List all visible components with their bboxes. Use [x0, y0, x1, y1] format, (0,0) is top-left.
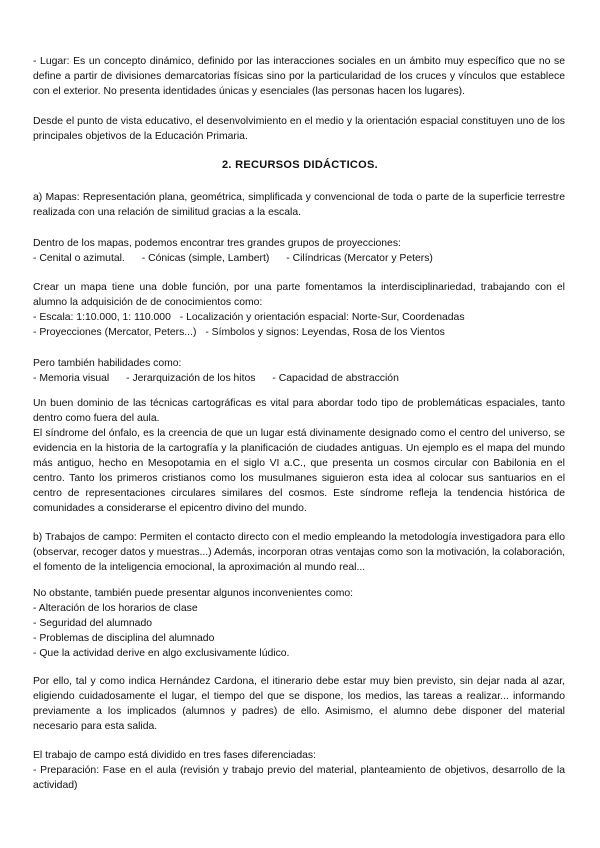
- preparacion-item: - Preparación: Fase en el aula (revisión y trabajo previo del material, planteamiento de objetivos, desarrollo de la actividad): [33, 765, 565, 791]
- onfalo-paragraph: El síndrome del ónfalo, es la creencia de que un lugar está divinamente designado como el centro del universo, se evidencia en la historia de la cartografía y la planificación de ciudades antiguas. Un ejemplo es el mapa del mundo más antiguo, hecho en Mesopotamia en el siglo VI a.C., que presenta un cosmos circular con Babilonia en el centro. Tanto los primeros cristianos como los musulmanes siguieron esta idea al colocar sus santuarios en el centro de representaciones circulares similares del cosmos. Este síndrome refleja la tendencia histórica de comunidades a considerarse el epicentro divino del mundo.: [33, 428, 565, 514]
- list-item: - Alteración de los horarios de clase: [33, 603, 198, 614]
- fases-intro: El trabajo de campo está dividido en tres fases diferenciadas:: [33, 750, 317, 761]
- list-item: - Capacidad de abstracción: [272, 373, 399, 384]
- inconvenientes-block: [33, 586, 565, 661]
- mapas-paragraph: a) Mapas: Representación plana, geométrica, simplificada y convencional de toda o parte de la superficie terrestre realizada con una relación de similitud gracias a la escala.: [33, 192, 565, 218]
- habilidades-list: [33, 371, 565, 386]
- proyecciones-block: [33, 236, 565, 266]
- list-item: - Que la actividad derive en algo exclusivamente lúdico.: [33, 648, 290, 659]
- habilidades-block: [33, 356, 565, 386]
- crear-paragraph: Crear un mapa tiene una doble función, por una parte fomentamos la interdisciplinariedad, trabajando con el alumno la adquisición de de conocimientos como:: [33, 282, 565, 308]
- fases-block: [33, 748, 565, 793]
- list-item: - Escala: 1:10.000, 1: 110.000: [33, 312, 171, 323]
- list-item: - Memoria visual: [33, 373, 110, 384]
- list-item: - Proyecciones (Mercator, Peters...): [33, 327, 197, 338]
- list-row: [33, 310, 565, 325]
- lugar-paragraph: - Lugar: Es un concepto dinámico, definido por las interacciones sociales en un ámbito muy específico que no se define a partir de divisiones demarcatorias físicas sino por la particularidad de los cruces y vínculos que establece con el exterior. No presenta identidades únicas y esenciales (las personas hacen los lugares).: [33, 56, 565, 97]
- campo-paragraph: b) Trabajos de campo: Permiten el contacto directo con el medio empleando la metodología investigadora para ello (observar, recoger datos y muestras...) Además, incorporan otras ventajas como son la motivación, la colaboración, el fomento de la inteligencia emocional, la aproximación al mundo real...: [33, 532, 565, 573]
- itinerario-paragraph: Por ello, tal y como indica Hernández Cardona, el itinerario debe estar muy bien previsto, sin dejar nada al azar, eligiendo cuidadosamente el lugar, el tiempo del que se dispone, los medios, las tareas a realizar... informando previamente a los implicados (alumnos y padres) de ello. Asimismo, el alumno debe disponer del material necesario para esta salida.: [33, 676, 565, 732]
- list-item: - Cenital o azimutal.: [33, 253, 125, 264]
- list-item: - Seguridad del alumnado: [33, 618, 152, 629]
- list-item: - Cilíndricas (Mercator y Peters): [286, 253, 433, 264]
- conocimientos-list: [33, 310, 565, 340]
- dominio-paragraph: Un buen dominio de las técnicas cartográficas es vital para abordar todo tipo de problemáticas espaciales, tanto dentro como fuera del aula.: [33, 398, 565, 424]
- list-row: [33, 325, 565, 340]
- list-item: - Símbolos y signos: Leyendas, Rosa de los Vientos: [205, 327, 445, 338]
- habilidades-intro: Pero también habilidades como:: [33, 358, 182, 369]
- proyecciones-list: [33, 251, 565, 266]
- desde-paragraph: Desde el punto de vista educativo, el desenvolvimiento en el medio y la orientación espacial constituyen uno de los principales objetivos de la Educación Primaria.: [33, 116, 565, 142]
- list-item: - Cónicas (simple, Lambert): [141, 253, 270, 264]
- list-item: - Localización y orientación espacial: Norte-Sur, Coordenadas: [179, 312, 465, 323]
- section-heading: 2. RECURSOS DIDÁCTICOS.: [221, 159, 379, 171]
- inconvenientes-intro: No obstante, también puede presentar algunos inconvenientes como:: [33, 588, 354, 599]
- list-item: - Problemas de disciplina del alumnado: [33, 633, 215, 644]
- proyecciones-intro: Dentro de los mapas, podemos encontrar tres grandes grupos de proyecciones:: [33, 238, 401, 249]
- list-item: - Jerarquización de los hitos: [126, 373, 256, 384]
